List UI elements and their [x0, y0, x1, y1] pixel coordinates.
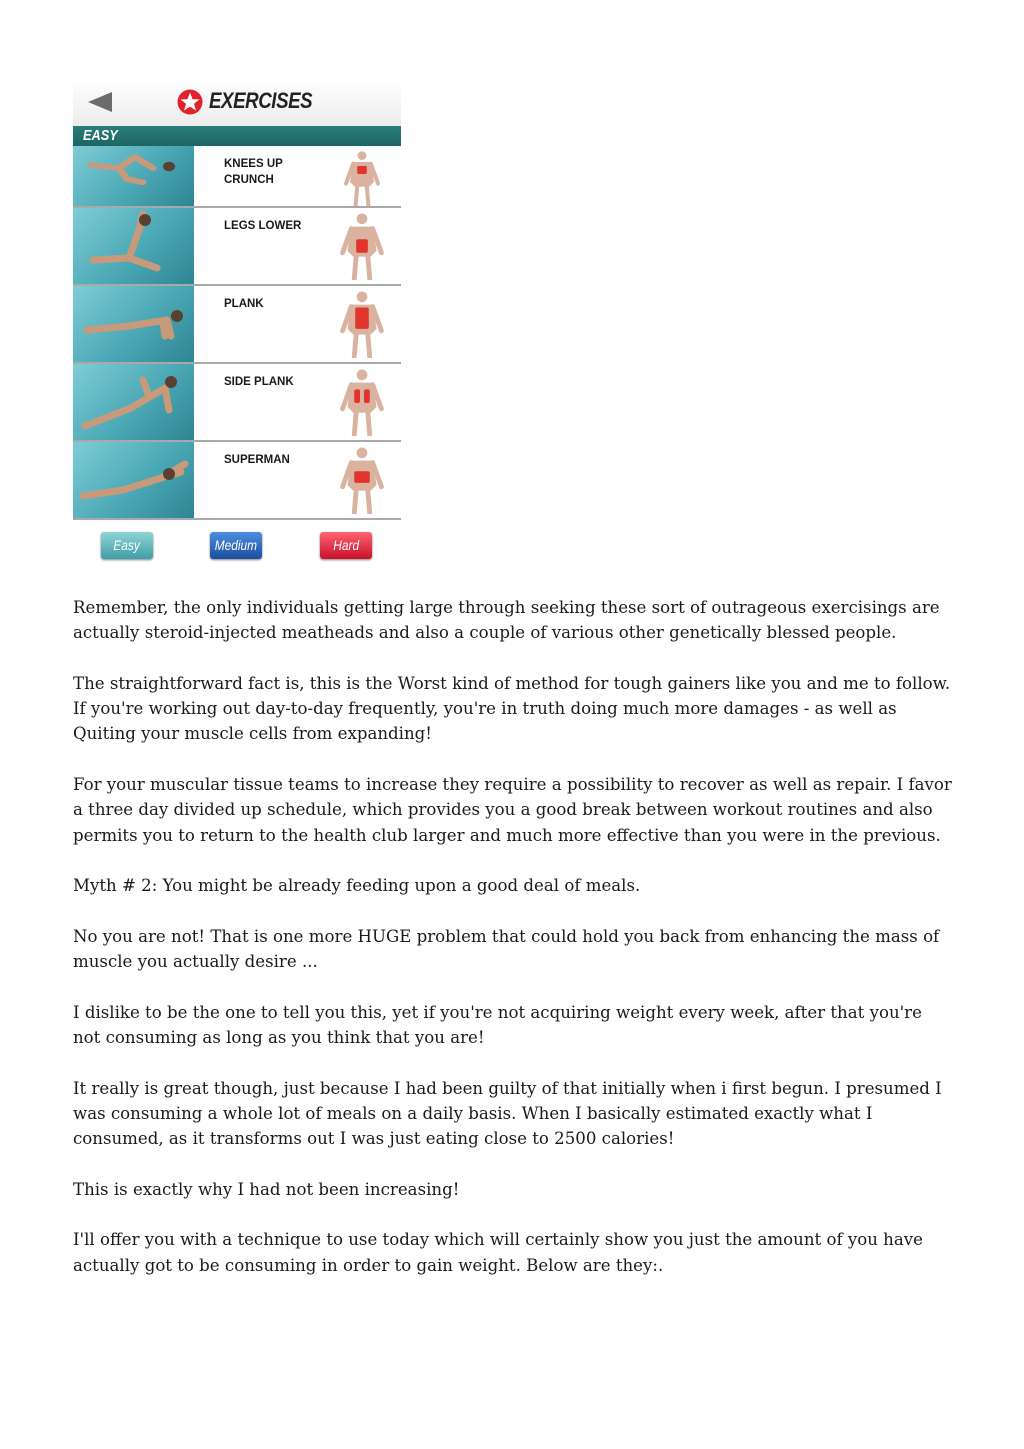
exercise-row[interactable]: [73, 442, 401, 520]
exercise-photo: [73, 364, 194, 440]
paragraph: The straightforward fact is, this is the Worst kind of method for tough gainers like you and me to follow. If you're working out day-to-day frequently, you're in truth doing much more damages - as well as Quiting your muscle cells from expanding!: [73, 673, 951, 744]
medium-button[interactable]: Medium: [210, 532, 262, 559]
exercise-row[interactable]: [73, 146, 401, 208]
exercise-name: SUPERMAN: [224, 454, 290, 466]
easy-button[interactable]: Easy: [101, 532, 153, 559]
paragraph: For your muscular tissue teams to increase they require a possibility to recover as well as repair. I favor a three day divided up schedule, which provides you a good break between workout routines and also permits you to return to the health club larger and much more effective than you were in the previous.: [73, 775, 952, 845]
anatomy-figure-icon: [337, 150, 387, 206]
exercise-row[interactable]: [73, 286, 401, 364]
paragraph: Myth # 2: You might be already feeding upon a good deal of meals.: [73, 876, 641, 896]
exercise-name: LEGS LOWER: [224, 220, 302, 232]
app-title: EXERCISES: [209, 88, 313, 113]
paragraph: I dislike to be the one to tell you this, yet if you're not acquiring weight every week, after that you're not consuming as long as you think that you are!: [73, 1002, 922, 1048]
exercise-photo: [73, 208, 194, 284]
app-header: [73, 78, 401, 127]
paragraph: It really is great though, just because I had been guilty of that initially when i first begun. I presumed I was consuming a whole lot of meals on a daily basis. When I basically estimated exactly what I consumed, as it transforms out I was just eating close to 2500 calories!: [73, 1078, 942, 1149]
anatomy-figure-icon: [337, 290, 387, 358]
exercise-list: [73, 146, 401, 520]
exercise-name: SIDE PLANK: [224, 376, 294, 388]
back-arrow-icon[interactable]: [87, 91, 113, 113]
paragraph: Remember, the only individuals getting large through seeking these sort of outrageous exercisings are actually steroid-injected meatheads and also a couple of various other genetically blessed people.: [73, 598, 940, 643]
exercise-row[interactable]: [73, 364, 401, 442]
exercise-app-screenshot: [73, 78, 401, 564]
anatomy-figure-icon: [337, 446, 387, 514]
paragraph: This is exactly why I had not been increasing!: [73, 1179, 460, 1199]
article-body: [73, 595, 953, 1303]
exercise-photo: [73, 146, 194, 206]
exercise-photo: [73, 286, 194, 362]
paragraph: No you are not! That is one more HUGE problem that could hold you back from enhancing the mass of muscle you actually desire ...: [73, 926, 940, 972]
exercise-row[interactable]: [73, 208, 401, 286]
paragraph: I'll offer you with a technique to use today which will certainly show you just the amount of you have actually got to be consuming in order to gain weight. Below are they:.: [73, 1230, 923, 1275]
exercise-name: KNEES UP CRUNCH: [224, 158, 283, 186]
anatomy-figure-icon: [337, 368, 387, 436]
exercise-name: PLANK: [224, 298, 264, 310]
difficulty-buttons: [73, 532, 401, 562]
level-band: [73, 126, 401, 146]
star-logo-icon: [177, 89, 203, 115]
level-label: EASY: [83, 127, 118, 144]
hard-button[interactable]: Hard: [320, 532, 372, 559]
exercise-photo: [73, 442, 194, 518]
anatomy-figure-icon: [337, 212, 387, 280]
